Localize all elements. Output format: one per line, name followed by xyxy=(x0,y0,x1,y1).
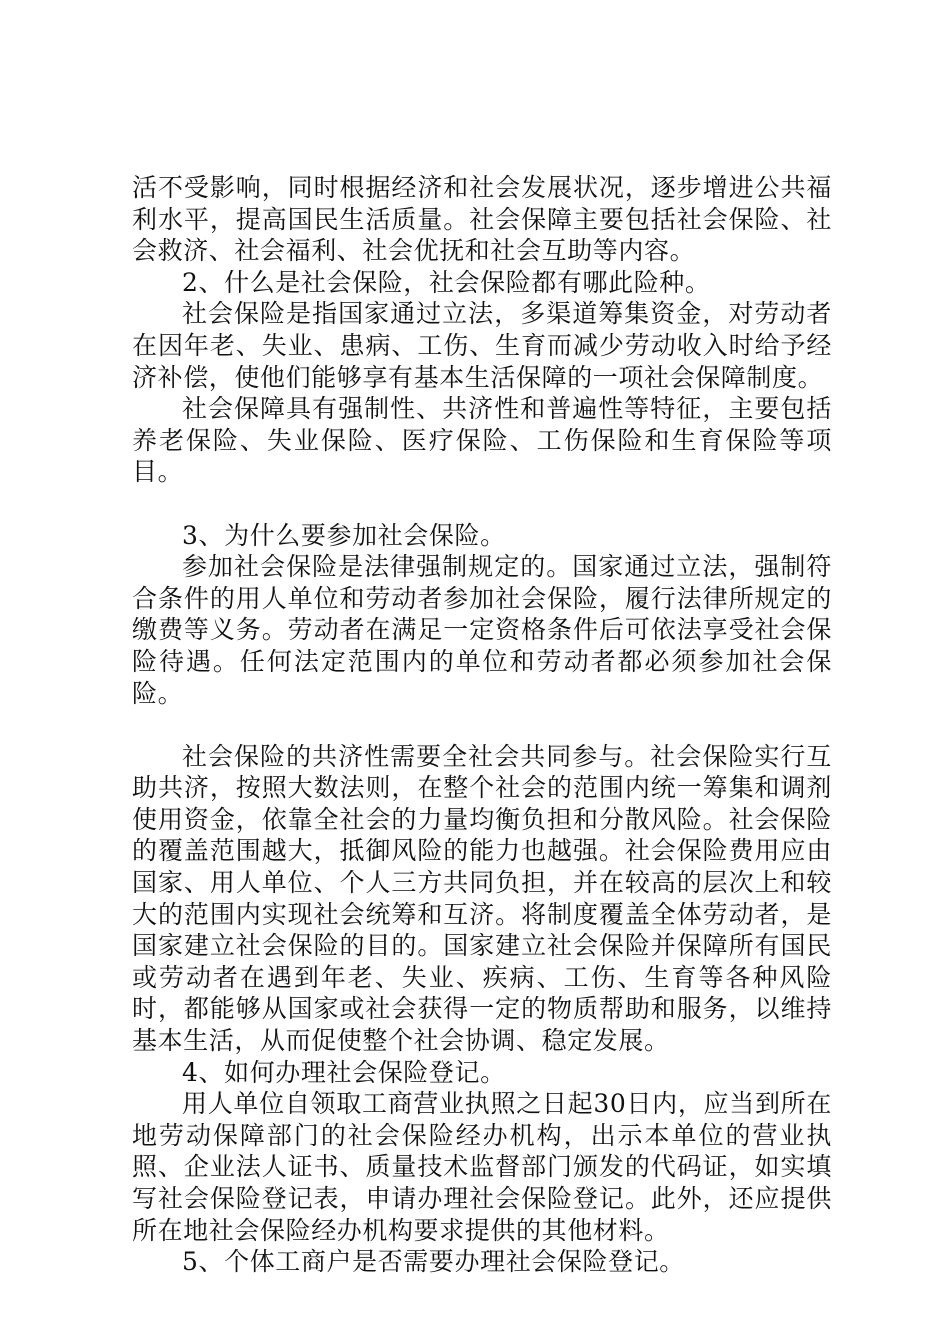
paragraph-social-insurance-definition: 社会保险是指国家通过立法，多渠道筹集资金，对劳动者在因年老、失业、患病、工伤、生育而减少劳动收入时给予经济补偿，使他们能够享有基本生活保障的一项社会保障制度。 xyxy=(132,299,832,392)
paragraph-social-insurance-features: 社会保障具有强制性、共济性和普遍性等特征，主要包括养老保险、失业保险、医疗保险、工伤保险和生育保险等项目。 xyxy=(132,394,832,487)
blank-line xyxy=(132,709,832,741)
paragraph-mandatory-participation: 参加社会保险是法律强制规定的。国家通过立法，强制符合条件的用人单位和劳动者参加社会保险，履行法律所规定的缴费等义务。劳动者在满足一定资格条件后可依法享受社会保险待遇。任何法定范围内的单位和劳动者都必须参加社会保险。 xyxy=(132,552,832,708)
document-body xyxy=(132,172,832,1278)
question-heading-2: 2、什么是社会保险，社会保险都有哪此险种。 xyxy=(182,267,711,297)
question-heading-5: 5、个体工商户是否需要办理社会保险登记。 xyxy=(182,1247,685,1277)
paragraph-continuation: 活不受影响，同时根据经济和社会发展状况，逐步增进公共福利水平，提高国民生活质量。社会保障主要包括社会保险、社会救济、社会福利、社会优抚和社会互助等内容。 xyxy=(132,173,832,266)
blank-line xyxy=(132,488,832,520)
question-heading-3: 3、为什么要参加社会保险。 xyxy=(182,520,506,550)
question-heading-4: 4、如何办理社会保险登记。 xyxy=(182,1057,506,1087)
paragraph-registration-procedure: 用人单位自领取工商营业执照之日起30日内，应当到所在地劳动保障部门的社会保险经办机构，出示本单位的营业执照、企业法人证书、质量技术监督部门颁发的代码证，如实填写社会保险登记表，申请办理社会保险登记。此外，还应提供所在地社会保险经办机构要求提供的其他材料。 xyxy=(132,1089,832,1245)
paragraph-mutual-aid: 社会保险的共济性需要全社会共同参与。社会保险实行互助共济，按照大数法则，在整个社会的范围内统一筹集和调剂使用资金，依靠全社会的力量均衡负担和分散风险。社会保险的覆盖范围越大，抵御风险的能力也越强。社会保险费用应由国家、用人单位、个人三方共同负担，并在较高的层次上和较大的范围内实现社会统筹和互济。将制度覆盖全体劳动者，是国家建立社会保险的目的。国家建立社会保险并保障所有国民或劳动者在遇到年老、失业、疾病、工伤、生育等各种风险时，都能够从国家或社会获得一定的物质帮助和服务，以维持基本生活，从而促使整个社会协调、稳定发展。 xyxy=(132,741,832,1056)
